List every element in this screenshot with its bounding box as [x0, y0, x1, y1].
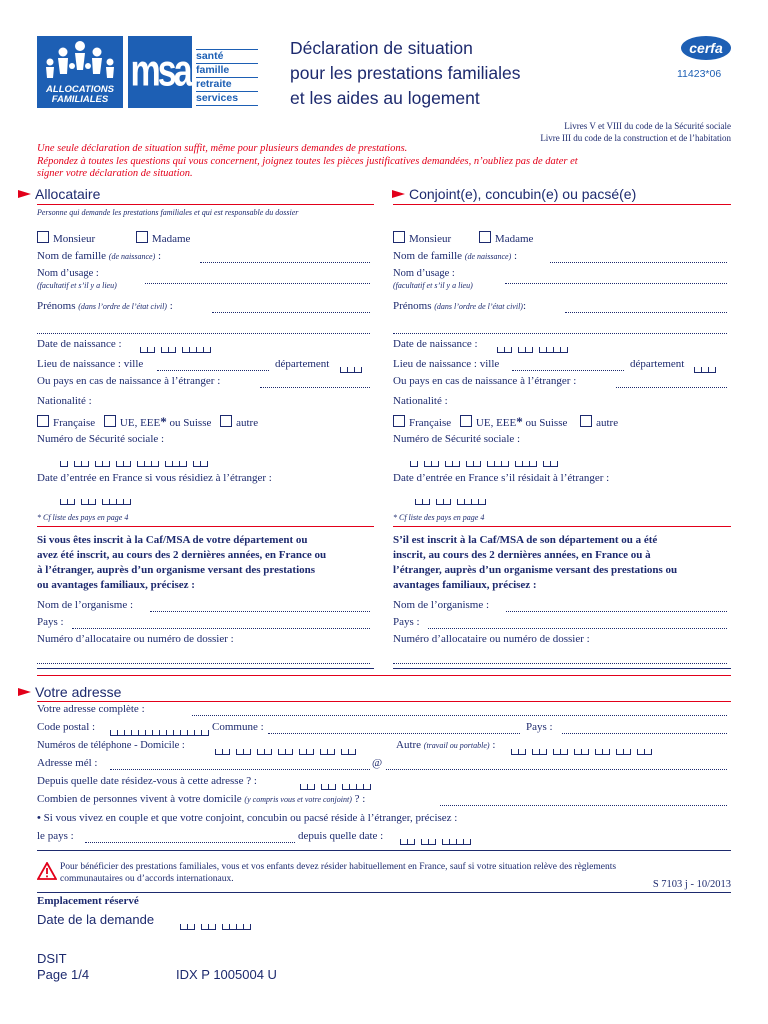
- prenoms-field-2[interactable]: [37, 322, 370, 334]
- divider: [37, 526, 374, 527]
- civilite-row: Monsieur Madame: [37, 231, 190, 245]
- adresse-complete-label: Votre adresse complète :: [37, 703, 145, 715]
- date-entree-boxes-conjoint[interactable]: [415, 492, 492, 510]
- num-secu-label-conjoint: Numéro de Sécurité sociale :: [393, 433, 521, 445]
- combien-field[interactable]: [440, 794, 727, 806]
- madame-checkbox[interactable]: [136, 231, 148, 243]
- cerfa-logo-text: cerfa: [689, 40, 723, 56]
- allocataire-subtitle: Personne qui demande les prestations familiales et qui est responsable du dossier: [37, 208, 299, 217]
- legal-references: [540, 120, 731, 144]
- prenoms-label: Prénoms (dans l’ordre de l’état civil) :: [37, 300, 173, 312]
- cf-liste-note-conjoint: * Cf liste des pays en page 4: [393, 513, 485, 522]
- prenoms-field-conjoint[interactable]: [565, 301, 727, 313]
- footer-dsit: DSIT: [37, 951, 67, 966]
- nom-organisme-label: Nom de l’organisme :: [37, 599, 134, 611]
- divider: [393, 204, 731, 205]
- nom-famille-label-conjoint: Nom de famille (de naissance) :: [393, 250, 518, 262]
- msa-item: retraite: [196, 77, 258, 91]
- num-allocataire-label: Numéro d’allocataire ou numéro de dossier :: [37, 633, 234, 645]
- depuis-date-boxes[interactable]: [400, 832, 477, 850]
- warning-icon: [37, 862, 57, 880]
- divider: [37, 668, 374, 669]
- legal-line: Livre III du code de la construction et de l’habitation: [540, 133, 731, 143]
- francaise-checkbox[interactable]: [37, 415, 49, 427]
- autre-checkbox[interactable]: [580, 415, 592, 427]
- depuis-label: Depuis quelle date résidez-vous à cette adresse ? :: [37, 775, 257, 787]
- ville-field-conjoint[interactable]: [512, 359, 624, 371]
- nom-usage-field[interactable]: [145, 272, 370, 284]
- reserve-title: Emplacement réservé: [37, 895, 139, 907]
- pays-label-conjoint: Pays :: [393, 616, 420, 628]
- cf-liste-note: * Cf liste des pays en page 4: [37, 513, 129, 522]
- intro-text: [37, 143, 578, 181]
- divider: [37, 701, 731, 702]
- adresse-title: Votre adresse: [18, 684, 121, 700]
- footer-idx: IDX P 1005004 U: [176, 967, 277, 982]
- legal-line: Livres V et VIII du code de la Sécurité sociale: [564, 121, 731, 131]
- pays-field-conjoint[interactable]: [428, 617, 727, 629]
- pays-label-adresse: Pays :: [526, 721, 553, 733]
- lieu-naissance-label: Lieu de naissance : ville: [37, 358, 144, 370]
- pays-field-adresse[interactable]: [562, 722, 727, 734]
- date-naissance-boxes[interactable]: [140, 340, 217, 358]
- num-secu-boxes-conjoint[interactable]: [410, 454, 564, 472]
- telephone-label: Numéros de téléphone - Domicile :: [37, 740, 185, 751]
- couple-text: • Si vous vivez en couple et que votre conjoint, concubin ou pacsé réside à l’étranger, précisez :: [37, 812, 458, 824]
- title-line: Déclaration de situation: [290, 38, 473, 58]
- le-pays-label: le pays :: [37, 830, 74, 842]
- nationalite-label: Nationalité :: [37, 395, 92, 407]
- red-arrow-icon: [18, 688, 31, 696]
- nationalite-row-conjoint: Française UE, EEE* ou Suisse autre: [393, 414, 618, 430]
- num-allocataire-field-conjoint[interactable]: [393, 652, 727, 664]
- nom-usage-label-conjoint: Nom d’usage : (facultatif et s’il y a lieu): [393, 268, 473, 290]
- intro-line: Une seule déclaration de situation suffit, même pour plusieurs demandes de prestations.: [37, 143, 408, 154]
- nom-usage-field-conjoint[interactable]: [505, 272, 727, 284]
- autre-checkbox[interactable]: [220, 415, 232, 427]
- commune-label: Commune :: [212, 721, 264, 733]
- ue-checkbox[interactable]: [104, 415, 116, 427]
- monsieur-checkbox[interactable]: [37, 231, 49, 243]
- nom-organisme-field-conjoint[interactable]: [506, 600, 727, 612]
- family-figures-icon: [37, 36, 123, 84]
- mel-label: Adresse mél :: [37, 757, 98, 769]
- notice-text: Pour bénéficier des prestations familiales, vous et vos enfants devez résider habituellement en France, sauf si votre situation relève des règlements communautaires ou d’accords internationaux.: [60, 862, 617, 884]
- pays-naissance-field[interactable]: [260, 376, 370, 388]
- at-sign: @: [372, 757, 383, 769]
- caf-logo-line1: ALLOCATIONS: [46, 84, 114, 95]
- lieu-naissance-label-conjoint: Lieu de naissance : ville: [393, 358, 500, 370]
- mel-field-user[interactable]: [110, 758, 370, 770]
- intro-line: signer votre déclaration de situation.: [37, 168, 193, 179]
- nationalite-row: Française UE, EEE* ou Suisse autre: [37, 414, 258, 430]
- divider: [37, 675, 731, 676]
- msa-logo: [128, 36, 192, 108]
- nom-usage-label: Nom d’usage : (facultatif et s’il y a lieu): [37, 268, 117, 290]
- autre-telephone-label: Autre (travail ou portable) :: [396, 739, 496, 751]
- nationalite-label-conjoint: Nationalité :: [393, 395, 448, 407]
- date-entree-label: Date d’entrée en France si vous résidiez à l’étranger :: [37, 472, 272, 484]
- nom-famille-label: Nom de famille (de naissance) :: [37, 250, 162, 262]
- allocataire-title: Allocataire: [18, 186, 100, 202]
- ville-field[interactable]: [157, 359, 269, 371]
- red-arrow-icon: [18, 190, 31, 198]
- footer-page: Page 1/4: [37, 967, 90, 982]
- pays-label: Pays :: [37, 616, 64, 628]
- francaise-checkbox[interactable]: [393, 415, 405, 427]
- cerfa-logo: [681, 36, 731, 60]
- form-title: [290, 36, 521, 111]
- le-pays-field[interactable]: [85, 831, 295, 843]
- caf-logo-line2: FAMILIALES: [51, 94, 109, 105]
- msa-item: services: [196, 91, 258, 106]
- ue-checkbox[interactable]: [460, 415, 472, 427]
- departement-label-conjoint: département: [630, 358, 685, 370]
- date-entree-boxes[interactable]: [60, 492, 137, 510]
- inscrit-text-conjoint: S’il est inscrit à la Caf/MSA de son département ou a été inscrit, au cours des 2 dernières années, en France ou à l’étranger, auprès d’un organisme versant des prestations ou avantages familiaux, précisez :: [393, 534, 678, 591]
- title-line: pour les prestations familiales: [290, 63, 521, 83]
- msa-services: [196, 49, 258, 106]
- msa-item: famille: [196, 63, 258, 77]
- civilite-row-conjoint: Monsieur Madame: [393, 231, 533, 245]
- inscrit-text: Si vous êtes inscrit à la Caf/MSA de votre département ou avez été inscrit, au cours des 2 dernières années, en France ou à l’étranger, auprès d’un organisme versant des prestations ou avantages familiaux, précisez :: [37, 534, 327, 591]
- date-naissance-label: Date de naissance :: [37, 338, 122, 350]
- madame-checkbox[interactable]: [479, 231, 491, 243]
- num-secu-boxes[interactable]: [60, 454, 214, 472]
- mel-field-domain[interactable]: [386, 758, 727, 770]
- adresse-complete-field[interactable]: [192, 704, 727, 716]
- date-entree-label-conjoint: Date d’entrée en France s’il résidait à l’étranger :: [393, 472, 610, 484]
- prenoms-field[interactable]: [212, 301, 370, 313]
- num-secu-label: Numéro de Sécurité sociale :: [37, 433, 165, 445]
- commune-field[interactable]: [268, 722, 520, 734]
- depuis-date-label: depuis quelle date :: [298, 830, 384, 842]
- intro-line: Répondez à toutes les questions qui vous concernent, joignez toutes les pièces justificatives demandées, n’oubliez pas de dater et: [37, 155, 578, 167]
- code-postal-label: Code postal :: [37, 721, 96, 733]
- pays-naissance-label: Ou pays en cas de naissance à l’étranger :: [37, 375, 221, 387]
- num-allocataire-field[interactable]: [37, 652, 370, 664]
- divider: [37, 850, 731, 851]
- divider: [37, 204, 374, 205]
- prenoms-label-conjoint: Prénoms (dans l’ordre de l’état civil):: [393, 300, 527, 312]
- form-reference: S 7103 j - 10/2013: [652, 879, 731, 890]
- date-demande-boxes[interactable]: [180, 917, 257, 935]
- date-naissance-boxes-conjoint[interactable]: [497, 340, 574, 358]
- msa-logo-text: msa: [130, 46, 190, 96]
- divider: [393, 668, 731, 669]
- caf-logo: [37, 36, 123, 108]
- monsieur-checkbox[interactable]: [393, 231, 405, 243]
- date-demande-label: Date de la demande: [37, 912, 155, 927]
- combien-label: Combien de personnes vivent à votre domicile (y compris vous et votre conjoint) ? :: [37, 793, 366, 805]
- cerfa-number: 11423*06: [677, 68, 722, 80]
- code-postal-boxes[interactable]: [110, 723, 215, 741]
- num-allocataire-label-conjoint: Numéro d’allocataire ou numéro de dossier :: [393, 633, 590, 645]
- nom-organisme-field[interactable]: [150, 600, 370, 612]
- divider: [393, 526, 731, 527]
- departement-label: département: [275, 358, 330, 370]
- divider: [37, 892, 731, 893]
- msa-item: santé: [196, 49, 258, 63]
- conjoint-title: Conjoint(e), concubin(e) ou pacsé(e): [392, 186, 636, 202]
- prenoms-field-2-conjoint[interactable]: [393, 322, 727, 334]
- nom-famille-field[interactable]: [200, 251, 370, 263]
- pays-field[interactable]: [72, 617, 370, 629]
- nom-famille-field-conjoint[interactable]: [550, 251, 727, 263]
- pays-naissance-field-conjoint[interactable]: [616, 376, 727, 388]
- date-naissance-label-conjoint: Date de naissance :: [393, 338, 478, 350]
- title-line: et les aides au logement: [290, 88, 480, 108]
- pays-naissance-label-conjoint: Ou pays en cas de naissance à l’étranger :: [393, 375, 577, 387]
- nom-organisme-label-conjoint: Nom de l’organisme :: [393, 599, 490, 611]
- red-arrow-icon: [392, 190, 405, 198]
